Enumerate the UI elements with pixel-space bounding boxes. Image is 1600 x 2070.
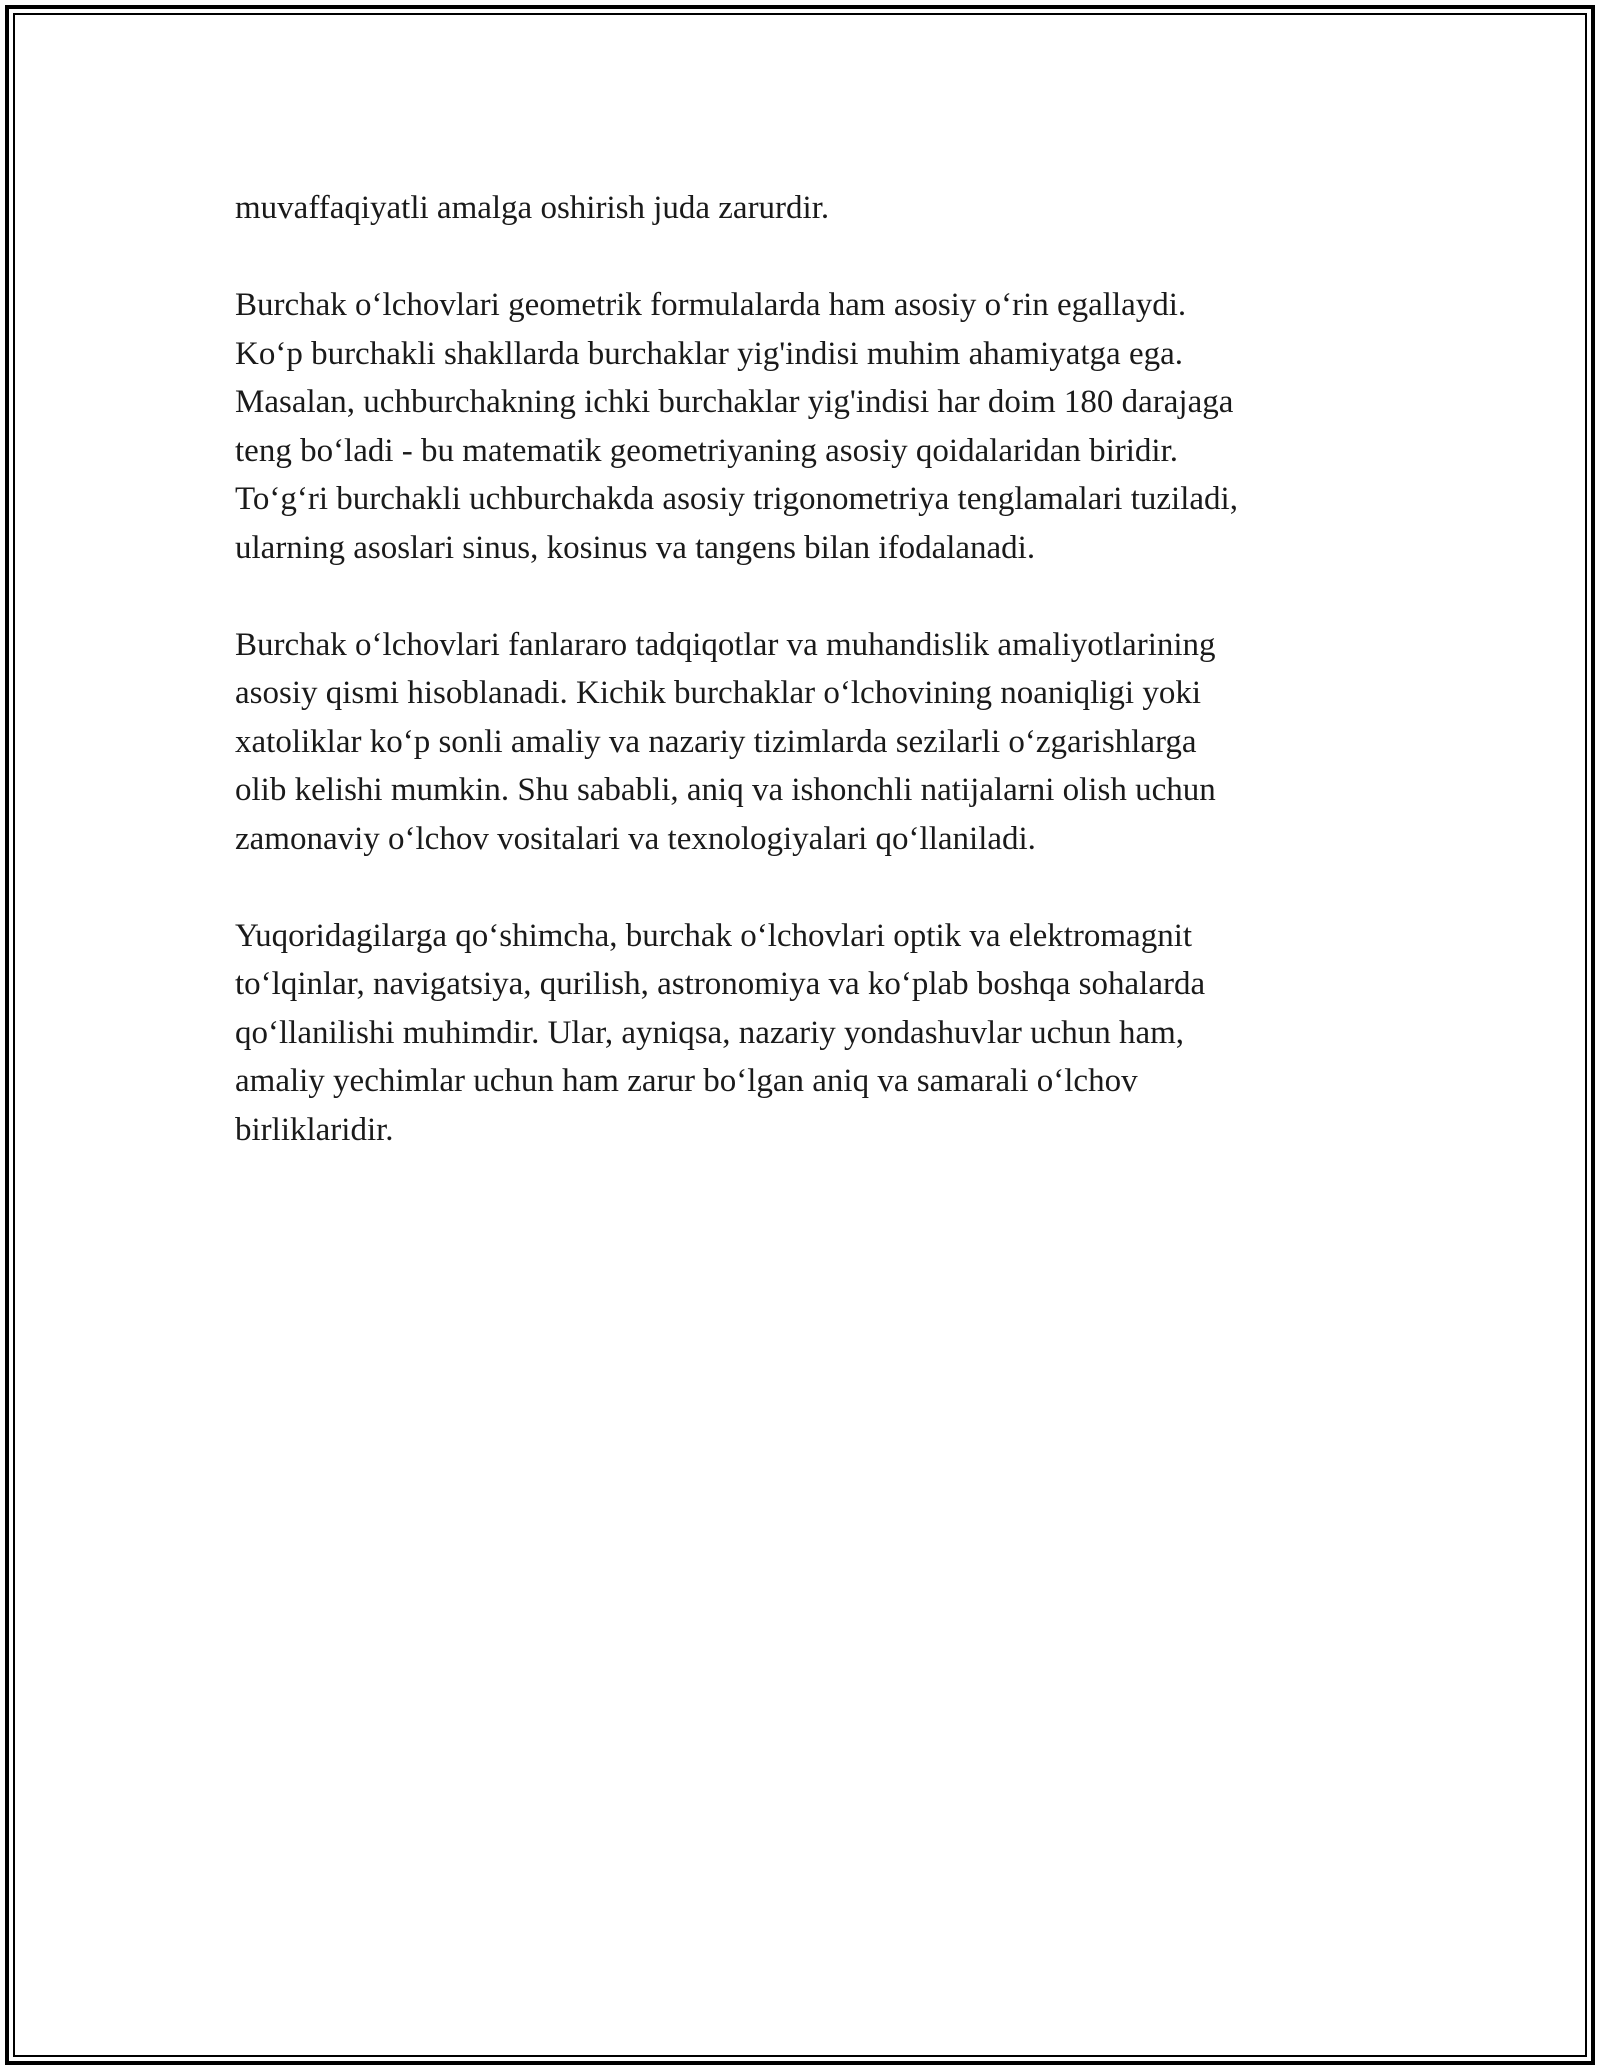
text-line: zamonaviy o‘lchov vositalari va texnologiyalari qo‘llaniladi. — [235, 820, 1036, 857]
text-line: asosiy qismi hisoblanadi. Kichik burchaklar o‘lchovining noaniqligi yoki — [235, 675, 1202, 711]
text-line: To‘g‘ri burchakli uchburchakda asosiy trigonometriya tenglamalari tuziladi, — [235, 481, 1238, 517]
document-body — [235, 184, 1365, 1154]
text-line: Ko‘p burchakli shakllarda burchaklar yig'indisi muhim ahamiyatga ega. — [235, 335, 1183, 372]
text-line: muvaffaqiyatli amalga oshirish juda zarurdir. — [235, 190, 830, 226]
text-line: birliklaridir. — [235, 1111, 394, 1148]
text-line: Burchak o‘lchovlari geometrik formulalarda ham asosiy o‘rin egallaydi. — [235, 287, 1187, 323]
text-line: Burchak o‘lchovlari fanlararo tadqiqotlar va muhandislik amaliyotlarining — [235, 626, 1216, 663]
text-line: Yuqoridagilarga qo‘shimcha, burchak o‘lchovlari optik va elektromagnit — [235, 917, 1193, 954]
text-line: to‘lqinlar, navigatsiya, qurilish, astronomiya va ko‘plab boshqa sohalarda — [235, 966, 1206, 1002]
text-line: qo‘llanilishi muhimdir. Ular, ayniqsa, nazariy yondashuvlar uchun ham, — [235, 1014, 1185, 1051]
text-line: ularning asoslari sinus, kosinus va tangens bilan ifodalanadi. — [235, 529, 1036, 566]
paragraph-4 — [235, 912, 1365, 1155]
text-line: olib kelishi mumkin. Shu sababli, aniq va ishonchli natijalarni olish uchun — [235, 772, 1216, 808]
paragraph-3 — [235, 621, 1365, 864]
text-line: xatoliklar ko‘p sonli amaliy va nazariy tizimlarda sezilarli o‘zgarishlarga — [235, 723, 1197, 760]
text-line: Masalan, uchburchakning ichki burchaklar yig'indisi har doim 180 darajaga — [235, 384, 1234, 420]
text-line: teng bo‘ladi - bu matematik geometriyaning asosiy qoidalaridan biridir. — [235, 432, 1179, 469]
paragraph-2 — [235, 281, 1365, 572]
text-line: amaliy yechimlar uchun ham zarur bo‘lgan aniq va samarali o‘lchov — [235, 1063, 1138, 1099]
paragraph-1 — [235, 184, 1365, 233]
